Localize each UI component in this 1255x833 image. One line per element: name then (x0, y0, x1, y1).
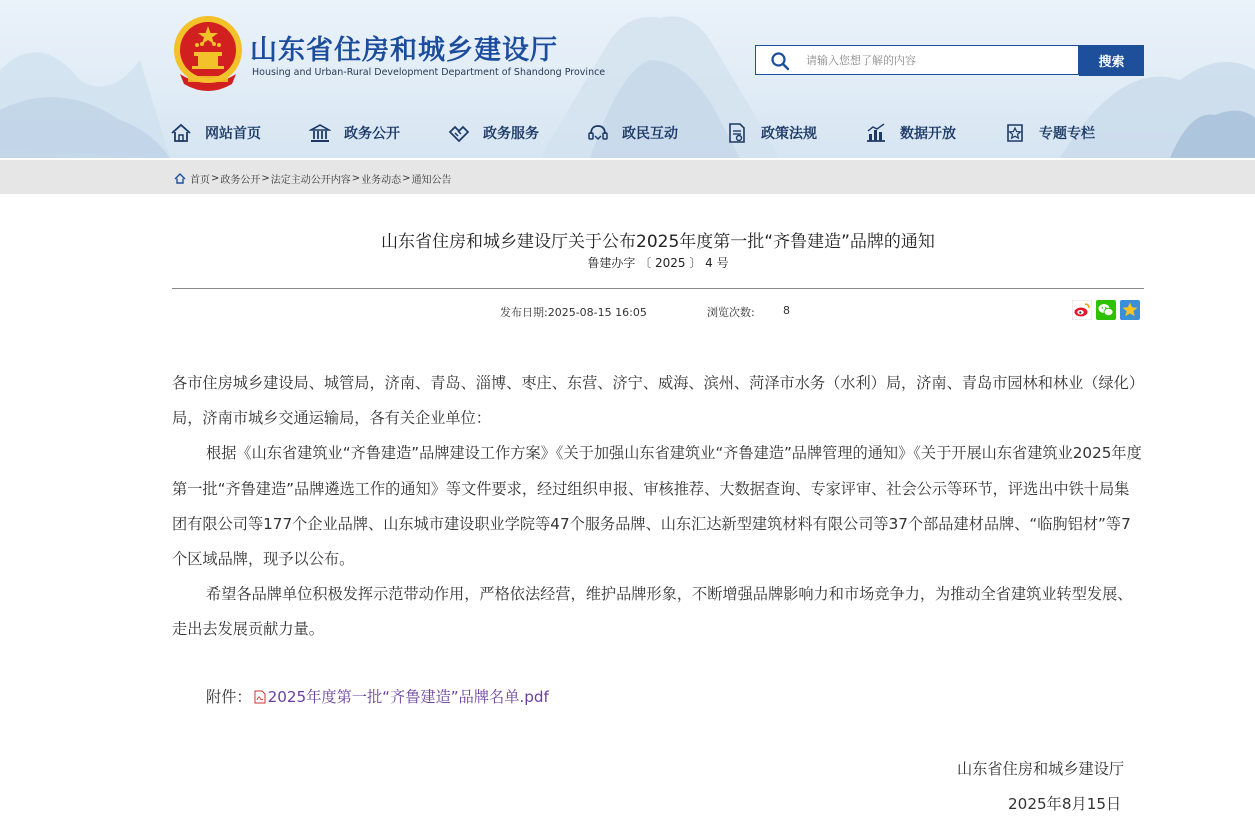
nav-item-policies-regulations[interactable] (726, 118, 817, 148)
nav-item-home[interactable] (170, 118, 261, 148)
attachment-row (206, 686, 549, 707)
main-navigation (170, 118, 1170, 148)
pdf-file-icon (254, 690, 266, 704)
publish-date: 发布日期:2025-08-15 16:05 (500, 306, 647, 319)
breadcrumb-link-business-news[interactable]: 业务动态 (361, 175, 402, 186)
nav-label: 专题专栏 (1039, 126, 1095, 142)
nav-label: 数据开放 (900, 126, 956, 142)
government-building-icon (309, 122, 331, 144)
article-title: 山东省住房和城乡建设厅关于公布2025年度第一批“齐鲁建造”品牌的通知 (381, 232, 935, 252)
nav-label: 网站首页 (205, 126, 261, 142)
wechat-icon[interactable] (1096, 300, 1116, 320)
breadcrumb-link-statutory-disclosure[interactable]: 法定主动公开内容 (270, 175, 351, 186)
article-paragraph: 希望各品牌单位积极发挥示范带动作用，严格依法经营，维护品牌形象，不断增强品牌影响力和市场竞争力，为推动全省建筑业转型发展、走出去发展贡献力量。 (172, 585, 1133, 639)
search-icon (770, 51, 790, 71)
nav-item-open-data[interactable] (865, 118, 956, 148)
article-body (172, 366, 1144, 648)
document-number: 鲁建办字 〔 2025 〕 4 号 (587, 256, 729, 270)
breadcrumb-bar (0, 160, 1255, 194)
national-emblem-logo (172, 14, 244, 92)
search-input[interactable] (806, 46, 1066, 74)
policy-document-icon (726, 122, 748, 144)
nav-label: 政策法规 (761, 126, 817, 142)
breadcrumb-link-home[interactable]: 首页 (190, 175, 210, 186)
home-icon (170, 122, 192, 144)
site-title: 山东省住房和城乡建设厅 (250, 35, 558, 66)
divider (172, 288, 1144, 289)
special-topic-icon (1004, 122, 1026, 144)
nav-label: 政务服务 (483, 126, 539, 142)
article-paragraph: 根据《山东省建筑业“齐鲁建造”品牌建设工作方案》《关于加强山东省建筑业“齐鲁建造”品牌管理的通知》《关于开展山东省建筑业2025年度第一批“齐鲁建造”品牌遴选工作的通知》等文件要求，经过组织申报、审核推荐、大数据查询、专家评审、社会公示等环节，评选出中铁十局集团有限公司等177个企业品牌、山东城市建设职业学院等47个服务品牌、山东汇达新型建筑材料有限公司等37个部品建材品牌、“临朐铝材”等7个区域品牌，现予以公布。 (172, 444, 1142, 569)
nav-label: 政务公开 (344, 126, 400, 142)
breadcrumb-separator: > (211, 173, 220, 184)
attachment-link[interactable]: 2025年度第一批“齐鲁建造”品牌名单.pdf (267, 688, 549, 706)
nav-item-special-topics[interactable] (1004, 118, 1095, 148)
search-box (755, 45, 1079, 75)
home-icon (174, 173, 186, 184)
search-button[interactable]: 搜索 (1079, 45, 1144, 76)
nav-item-government-affairs[interactable] (309, 118, 400, 148)
nav-item-public-interaction[interactable] (587, 118, 678, 148)
site-subtitle: Housing and Urban-Rural Development Department of Shandong Province (252, 67, 606, 78)
nav-item-government-services[interactable] (448, 118, 539, 148)
site-header (0, 0, 1255, 158)
weibo-icon[interactable] (1072, 300, 1092, 320)
signature-organization: 山东省住房和城乡建设厅 (957, 760, 1125, 778)
signature-date: 2025年8月15日 (1008, 795, 1122, 813)
interaction-icon (587, 122, 609, 144)
favorite-star-icon[interactable] (1120, 300, 1140, 320)
breadcrumb-link-government-affairs[interactable]: 政务公开 (220, 175, 261, 186)
breadcrumb-separator: > (402, 173, 411, 184)
share-buttons (1072, 300, 1140, 320)
data-chart-icon (865, 122, 887, 144)
nav-label: 政民互动 (622, 126, 678, 142)
views-label: 浏览次数: (707, 306, 755, 319)
breadcrumb-separator: > (261, 173, 270, 184)
breadcrumb-separator: > (351, 173, 361, 184)
attachment-label: 附件： (206, 688, 252, 706)
breadcrumb-link-notices[interactable]: 通知公告 (411, 175, 452, 186)
handshake-icon (448, 122, 470, 144)
views-count: 8 (783, 304, 790, 317)
breadcrumb (174, 171, 452, 186)
article-paragraph-salutation: 各市住房城乡建设局、城管局，济南、青岛、淄博、枣庄、东营、济宁、威海、滨州、菏泽市水务（水利）局，济南、青岛市园林和林业（绿化）局，济南市城乡交通运输局，各有关企业单位： (172, 374, 1144, 428)
